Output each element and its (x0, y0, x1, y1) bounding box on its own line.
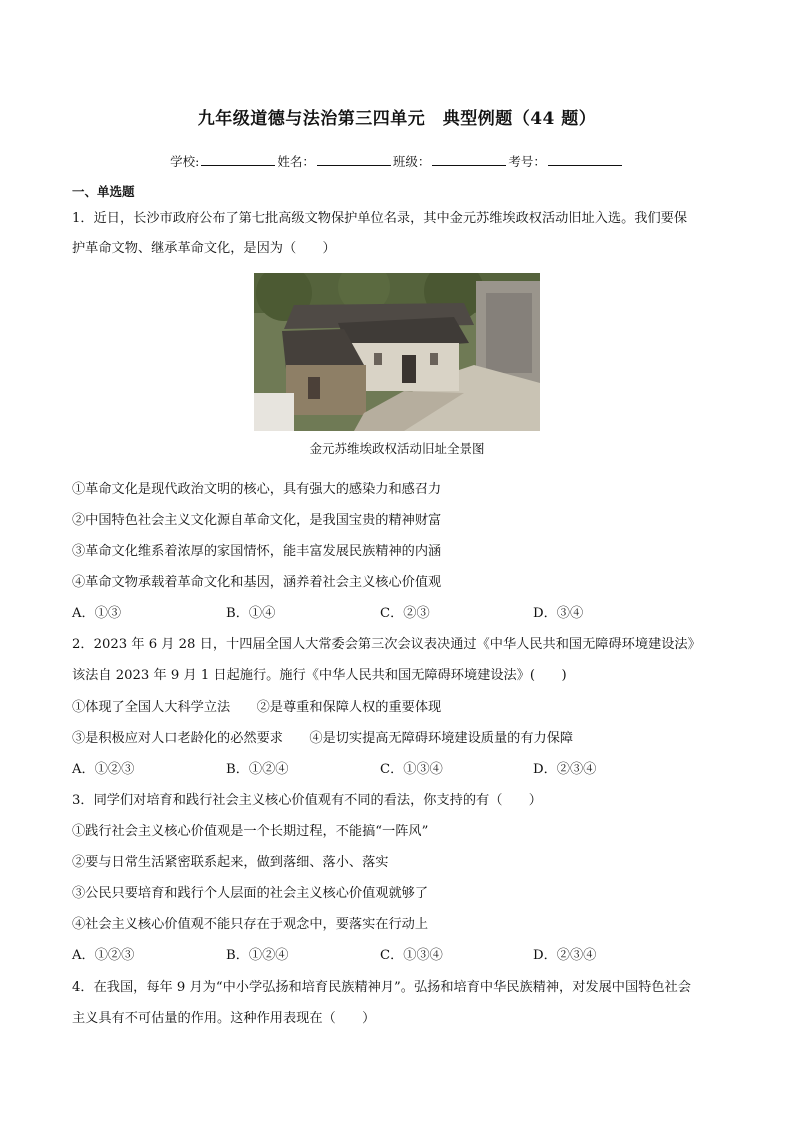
class-label: 班级： (392, 154, 431, 169)
exam-no-label: 考号： (508, 154, 546, 169)
question-2-option-b[interactable]: B．①②④ (226, 762, 289, 777)
page-title: 九年级道德与法治第三四单元 典型例题（44 题） (197, 109, 597, 129)
historic-site-photo-image (254, 273, 540, 431)
question-2-stem-line-2: 该法自 2023 年 9 月 1 日起施行。施行《中华人民共和国无障碍环境建设法》( ) (72, 668, 567, 683)
question-1-photo (254, 273, 540, 431)
question-2-option-a[interactable]: A．①②③ (72, 762, 135, 777)
question-3-statement-4: ④社会主义核心价值观不能只存在于观念中，要落实在行动上 (72, 917, 429, 932)
student-info-row (0, 152, 794, 170)
question-3-option-a[interactable]: A．①②③ (72, 948, 135, 963)
question-2-option-c[interactable]: C．①③④ (380, 762, 443, 777)
question-1-option-a[interactable]: A．①③ (72, 606, 122, 621)
question-2-statement-row-2: ③是积极应对人口老龄化的必然要求 ④是切实提高无障碍环境建设质量的有力保障 (72, 731, 574, 746)
question-1-stem-line-1: 1．近日，长沙市政府公布了第七批高级文物保护单位名录，其中金元苏维埃政权活动旧址入选。我们要保 (72, 211, 688, 226)
school-label: 学校: (170, 154, 200, 169)
question-3-statement-2: ②要与日常生活紧密联系起来，做到落细、落小、落实 (72, 855, 389, 870)
school-blank[interactable] (201, 153, 275, 166)
name-label: 姓名： (277, 154, 315, 169)
class-blank[interactable] (432, 153, 506, 166)
section-heading: 一、单选题 (72, 184, 135, 199)
question-4-stem-line-1: 4．在我国，每年 9 月为“中小学弘扬和培育民族精神月”。弘扬和培育中华民族精神，对发展中国特色社会 (72, 980, 691, 995)
question-2-option-d[interactable]: D．②③④ (533, 762, 597, 777)
name-blank[interactable] (317, 153, 391, 166)
question-2-stem-line-1: 2．2023 年 6 月 28 日，十四届全国人大常委会第三次会议表决通过《中华人民共和国无障碍环境建设法》 (72, 637, 701, 652)
question-1-option-c[interactable]: C．②③ (380, 606, 430, 621)
question-3-statement-3: ③公民只要培育和践行个人层面的社会主义核心价值观就够了 (72, 886, 429, 901)
question-1-figure-caption: 金元苏维埃政权活动旧址全景图 (309, 441, 485, 456)
question-1-statement-4: ④革命文物承载着革命文化和基因，涵养着社会主义核心价值观 (72, 575, 442, 590)
question-3-statement-1: ①践行社会主义核心价值观是一个长期过程，不能搞“一阵风” (72, 824, 429, 839)
question-3-option-c[interactable]: C．①③④ (380, 948, 443, 963)
question-1-option-b[interactable]: B．①④ (226, 606, 276, 621)
question-1-statement-3: ③革命文化维系着浓厚的家国情怀，能丰富发展民族精神的内涵 (72, 544, 442, 559)
question-2-statement-row-1: ①体现了全国人大科学立法 ②是尊重和保障人权的重要体现 (72, 700, 442, 715)
question-4-stem-line-2: 主义具有不可估量的作用。这种作用表现在（ ） (72, 1011, 376, 1026)
question-3-option-d[interactable]: D．②③④ (533, 948, 597, 963)
question-1-statement-1: ①革命文化是现代政治文明的核心，具有强大的感染力和感召力 (72, 482, 442, 497)
question-1-statement-2: ②中国特色社会主义文化源自革命文化，是我国宝贵的精神财富 (72, 513, 442, 528)
question-1-stem-line-2: 护革命文物、继承革命文化，是因为（ ） (72, 241, 336, 256)
question-3-option-b[interactable]: B．①②④ (226, 948, 289, 963)
exam-no-blank[interactable] (548, 153, 622, 166)
question-3-stem-line-1: 3．同学们对培育和践行社会主义核心价值观有不同的看法，你支持的有（ ） (72, 793, 542, 808)
question-1-option-d[interactable]: D．③④ (533, 606, 584, 621)
